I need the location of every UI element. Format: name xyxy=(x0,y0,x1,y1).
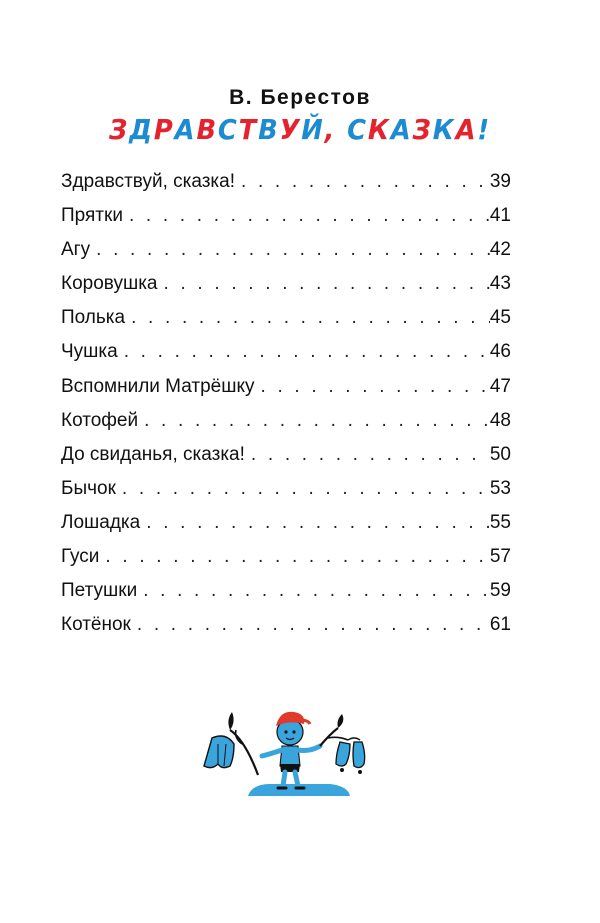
toc-entry xyxy=(61,404,511,438)
toc-entry xyxy=(61,574,511,608)
table-of-contents xyxy=(61,165,511,642)
toc-entry xyxy=(61,267,511,301)
toc-leader-dots xyxy=(129,199,490,233)
section-title: ЗДРАВСТВУЙ, СКАЗКА! xyxy=(108,113,491,146)
toc-entry-page: 61 xyxy=(489,614,511,636)
toc-entry-page: 50 xyxy=(489,443,511,465)
boy-with-bluebells-icon xyxy=(190,700,410,805)
toc-entry xyxy=(61,472,511,506)
toc-entry-title: Лошадка xyxy=(61,511,141,533)
toc-entry-title: Полька xyxy=(61,307,126,329)
toc-entry-title: Вспомнили Матрёшку xyxy=(61,375,255,397)
toc-entry xyxy=(61,199,511,233)
toc-entry-title: Котофей xyxy=(61,409,139,431)
toc-entry-page: 39 xyxy=(489,171,511,192)
toc-entry-title: Агу xyxy=(61,239,91,261)
toc-entry-page: 45 xyxy=(489,307,511,329)
author-name: В. Берестов xyxy=(229,86,371,109)
toc-leader-dots xyxy=(96,233,490,267)
toc-leader-dots xyxy=(131,301,490,335)
toc-leader-dots xyxy=(137,608,490,642)
toc-leader-dots xyxy=(251,438,490,472)
toc-entry-title: Коровушка xyxy=(61,273,158,295)
toc-entry-page: 46 xyxy=(489,341,511,363)
toc-entry-title: Петушки xyxy=(61,580,138,602)
toc-entry xyxy=(61,608,511,642)
toc-entry xyxy=(61,301,511,335)
toc-entry-title: Здравствуй, сказка! xyxy=(61,171,235,192)
toc-leader-dots xyxy=(122,472,490,506)
toc-entry-page: 55 xyxy=(489,511,511,533)
toc-entry xyxy=(61,506,511,540)
toc-leader-dots xyxy=(260,370,489,404)
toc-entry-title: Бычок xyxy=(61,477,116,499)
toc-entry-page: 47 xyxy=(489,375,511,397)
toc-entry xyxy=(61,370,511,404)
toc-leader-dots xyxy=(146,506,490,540)
toc-leader-dots xyxy=(124,335,490,369)
toc-leader-dots xyxy=(105,540,489,574)
toc-entry-title: Чушка xyxy=(61,341,118,363)
toc-entry-page: 48 xyxy=(489,409,511,431)
toc-entry-page: 43 xyxy=(489,273,511,295)
toc-entry xyxy=(61,165,511,199)
toc-entry-title: До свиданья, сказка! xyxy=(61,443,245,465)
toc-entry-page: 53 xyxy=(489,477,511,499)
toc-entry-page: 42 xyxy=(489,239,511,261)
toc-entry xyxy=(61,540,511,574)
toc-entry xyxy=(61,233,511,267)
toc-leader-dots xyxy=(144,404,490,438)
toc-leader-dots xyxy=(241,165,490,199)
toc-entry-page: 57 xyxy=(489,546,511,568)
toc-entry-page: 59 xyxy=(489,580,511,602)
toc-leader-dots xyxy=(143,574,490,608)
toc-entry xyxy=(61,335,511,369)
toc-entry-title: Котёнок xyxy=(61,614,131,636)
toc-entry-page: 41 xyxy=(489,205,511,227)
toc-entry-title: Гуси xyxy=(61,546,100,568)
toc-leader-dots xyxy=(163,267,489,301)
toc-entry xyxy=(61,438,511,472)
toc-entry-title: Прятки xyxy=(61,205,123,227)
